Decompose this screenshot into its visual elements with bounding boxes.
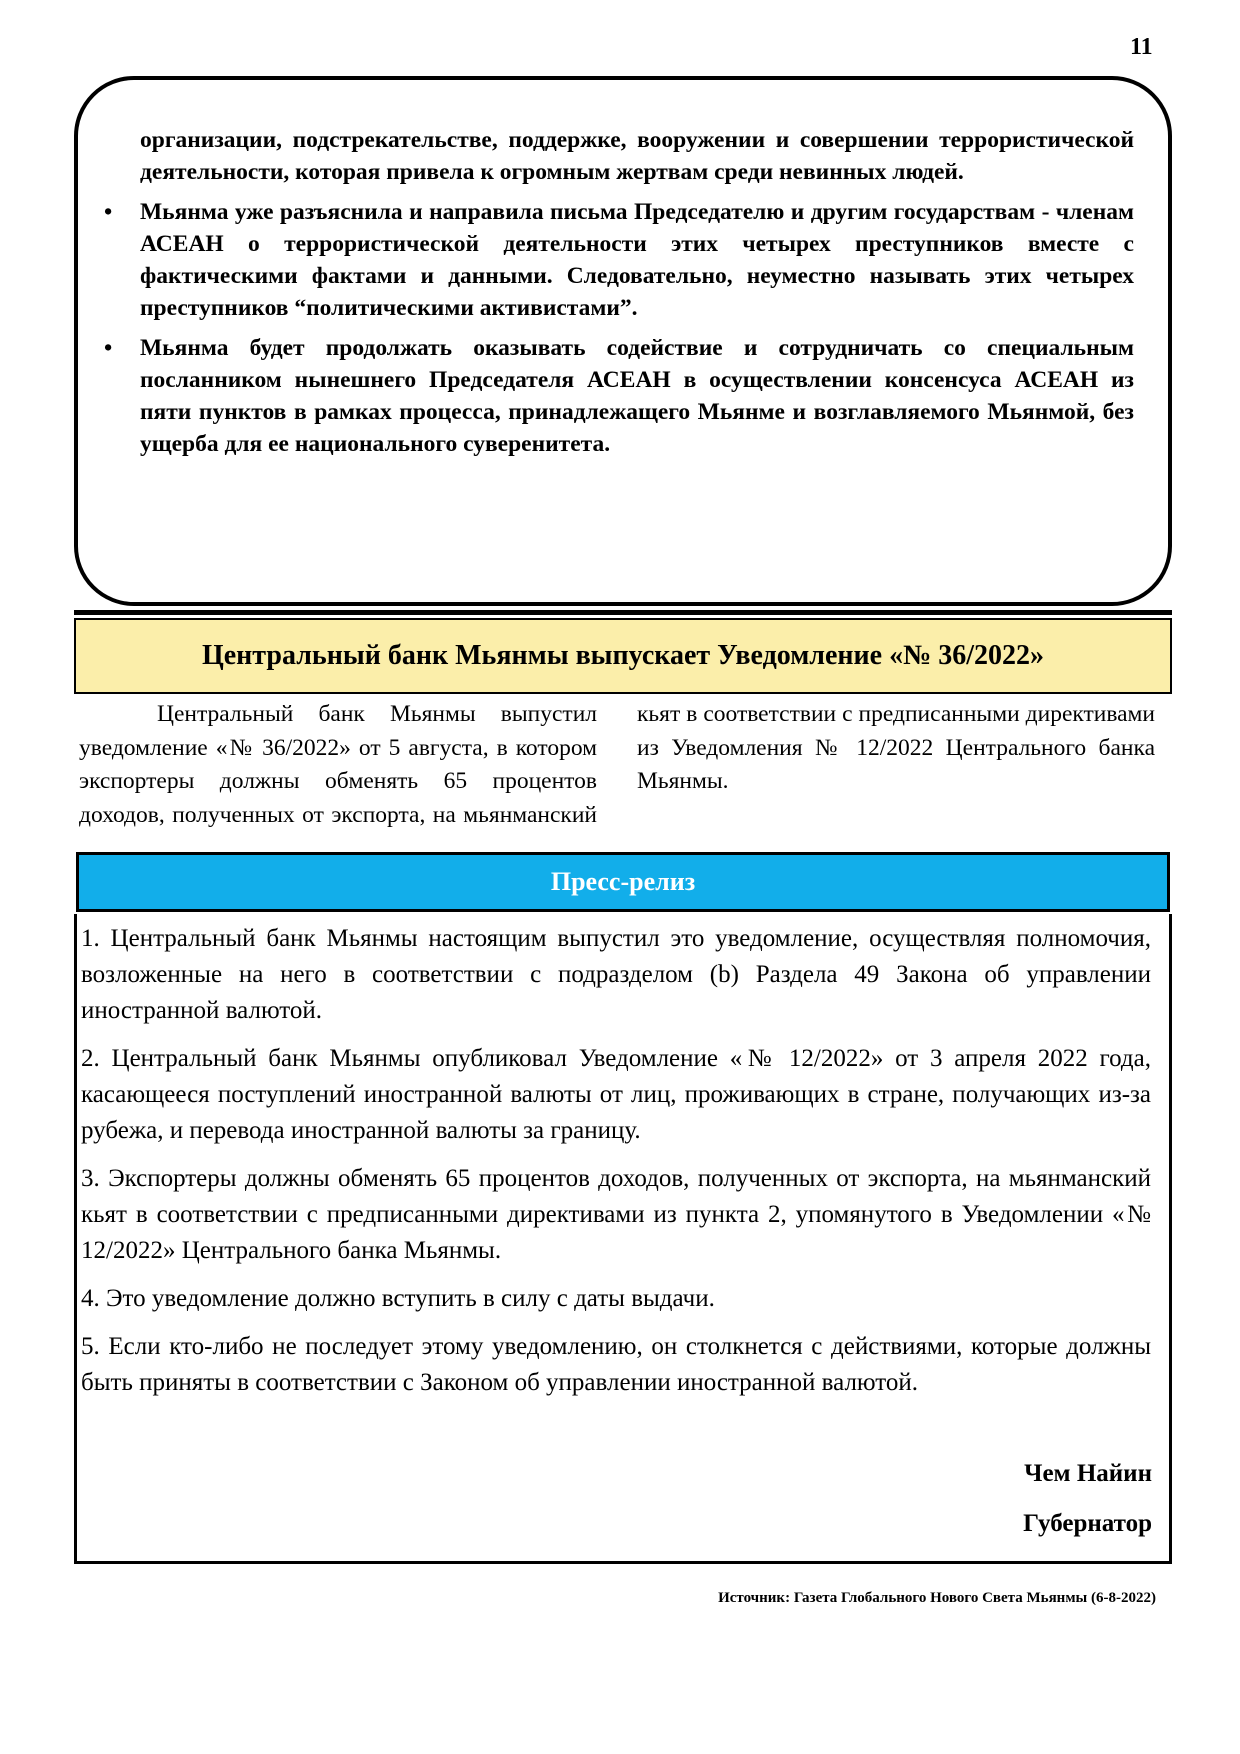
intro-paragraph-continuation: организации, подстрекательстве, поддержке, вооружении и совершении террористической деятельности, которая привела к огромным жертвам среди невинных людей. [140,127,1134,185]
press-release-item: 1. Центральный банк Мьянмы настоящим выпустил это уведомление, осуществляя полномочия, возложенные на него в соответствии с подразделом (b) Раздела 49 Закона об управлении иностранной валютой. [81,925,1151,1024]
press-release-heading-banner [76,852,1170,912]
intro-bullet-item [104,332,1134,460]
intro-bullet-list [104,196,1134,460]
bullet-icon: • [104,335,113,361]
intro-bullet-text: Мьянма будет продолжать оказывать содействие и сотрудничать со специальным посланником нынешнего Председателя АСЕАН в осуществлении консенсуса АСЕАН из пяти пунктов в рамках процесса, принадлежащего Мьянме и возглавляемого Мьянмой, без ущерба для ее национального суверенитета. [140,335,1134,457]
press-release-item: 2. Центральный банк Мьянмы опубликовал Уведомление «№ 12/2022» от 3 апреля 2022 года, касающееся поступлений иностранной валюты от лиц, проживающих в стране, получающих из-за рубежа, и перевода иностранной валюты за границу. [81,1045,1151,1144]
intro-bullet-item [104,196,1134,324]
intro-bullet-text: Мьянма уже разъяснила и направила письма Председателю и другим государствам - членам АСЕАН о террористической деятельности этих четырех преступников вместе с фактическими фактами и данными. Следовательно, неуместно называть этих четырех преступников “политическими активистами”. [140,199,1134,321]
press-release-text [81,921,1151,1413]
press-release-item: 5. Если кто-либо не последует этому уведомлению, он столкнется с действиями, которые должны быть приняты в соответствии с Законом об управлении иностранной валютой. [81,1333,1151,1396]
article-heading-banner [74,618,1172,694]
source-line: Источник: Газета Глобального Нового Света Мьянмы (6-8-2022) [718,1590,1156,1606]
article-body-columns [79,698,1155,832]
page-number: 11 [1130,34,1153,60]
signatory-title: Губернатор [1023,1510,1152,1537]
intro-text-block [104,124,1134,468]
press-release-item: 3. Экспортеры должны обменять 65 процентов доходов, полученных от экспорта, на мьянманский кьят в соответствии с предписанными директивами из пункта 2, упомянутого в Уведомлении «№ 12/2022» Центрального банка Мьянмы. [81,1165,1151,1264]
press-release-heading: Пресс-релиз [550,867,696,896]
article-body: Центральный банк Мьянмы выпустил уведомление «№ 36/2022» от 5 августа, в котором экспортеры должны обменять 65 процентов доходов, полученных от экспорта, на мьянманский кьят в соответствии с предписанными директивами из Уведомления № 12/2022 Центрального банка Мьянмы. [79,701,1155,828]
article-heading: Центральный банк Мьянмы выпускает Уведомление «№ 36/2022» [201,640,1045,671]
press-release-item: 4. Это уведомление должно вступить в силу с даты выдачи. [81,1285,715,1312]
bullet-icon: • [104,199,113,225]
signatory-name: Чем Найин [1024,1460,1152,1487]
section-divider [74,610,1172,615]
